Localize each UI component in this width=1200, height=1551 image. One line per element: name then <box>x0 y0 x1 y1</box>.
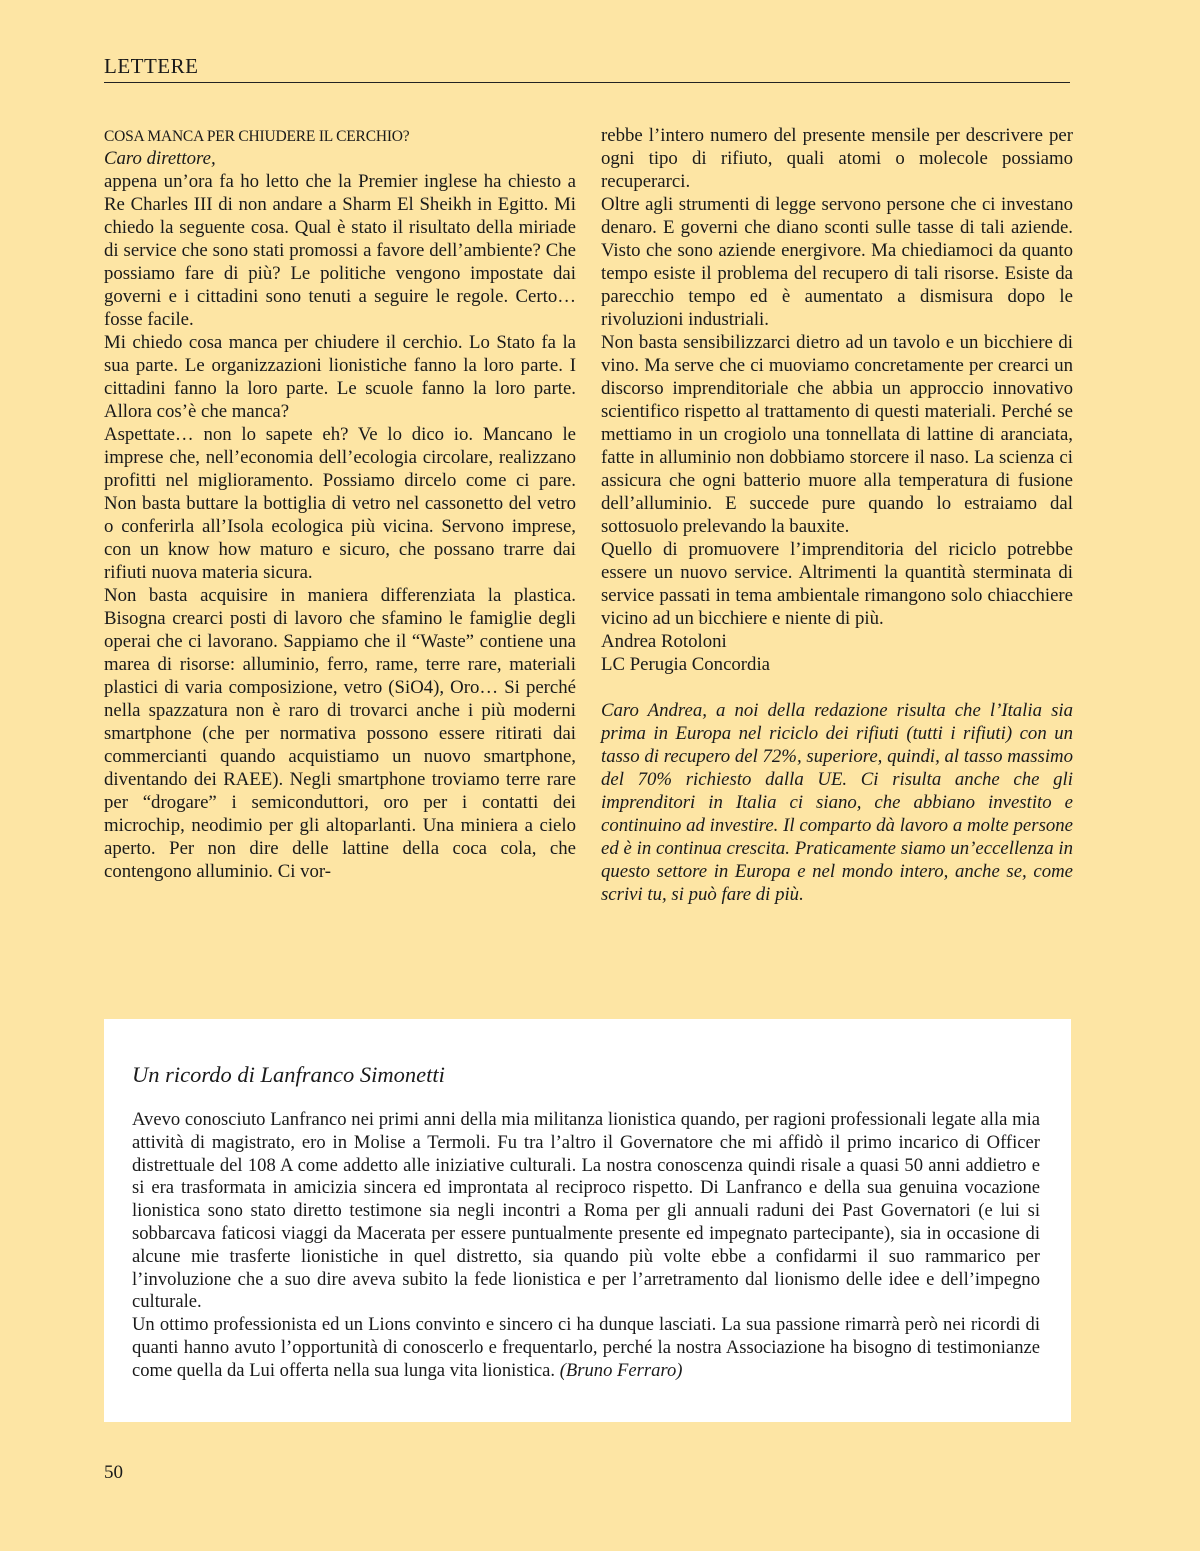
letter-column-left <box>104 124 576 883</box>
editor-reply: Caro Andrea, a noi della redazione risulta che l’Italia sia prima in Europa nel riciclo dei rifiuti (tutti i rifiuti) con un tasso di recupero del 72%, superiore, quindi, al tasso massimo del 70% richiesto dalla UE. Ci risulta anche che gli imprenditori in Italia ci siano, che abbiano investito e continuino ad investire. Il comparto dà lavoro a molte persone ed è in continua crescita. Praticamente siamo un’eccellenza in questo settore in Europa e nel mondo intero, anche se, come scrivi tu, si può fare di più. <box>601 700 1073 905</box>
memorial-paragraph-2-text: Un ottimo professionista ed un Lions convinto e sincero ci ha dunque lasciati. La sua passione rimarrà però nei ricordi di quanti hanno avuto l’opportunità di conoscerlo e frequentarlo, perché la nostra Associazione ha bisogno di testimonianze come quella da Lui offerta nella sua lunga vita lionistica. <box>132 1314 1040 1381</box>
letter-paragraph-4-start: Non basta acquisire in maniera differenziata la plastica. Bisogna crearci posti di lavoro che sfamino le famiglie degli operai che ci lavorano. Sappiamo che il “Waste” contiene una marea di risorse: alluminio, ferro, rame, terre rare, materiali plastici di varia composizione, vetro (SiO4), Oro… Si perché nella spazzatura non è raro di trovarci anche i più moderni smartphone (che per normativa possono essere ritirati dai commercianti quando acquistiamo un nuovo smartphone, diventando dei RAEE). Negli smartphone troviamo terre rare per “drogare” i semiconduttori, oro per i contatti dei microchip, neodimio per gli altoparlanti. Una miniera a cielo aperto. Per non dire delle lattine della coca cola, che contengono alluminio. Ci vor- <box>104 585 576 882</box>
memorial-title: Un ricordo di Lanfranco Simonetti <box>132 1062 445 1087</box>
letter-paragraph-1: appena un’ora fa ho letto che la Premier inglese ha chiesto a Re Charles III di non andare a Sharm El Sheikh in Egitto. Mi chiedo la seguente cosa. Qual è stato il risultato della miriade di service che sono stati promossi a favore dell’ambiente? Che possiamo fare di più? Le politiche vengono impostate dai governi e i cittadini sono tenuti a seguire le regole. Certo… fosse facile. <box>104 171 576 330</box>
letter-title: COSA MANCA PER CHIUDERE IL CERCHIO? <box>104 128 410 145</box>
memorial-byline: (Bruno Ferraro) <box>559 1359 683 1381</box>
memorial-body <box>132 1109 1040 1383</box>
letter-paragraph-2: Mi chiedo cosa manca per chiudere il cerchio. Lo Stato fa la sua parte. Le organizzazioni lionistiche fanno la loro parte. I cittadini fanno la loro parte. Le scuole fanno la loro parte. Allora cos’è che manca? <box>104 332 576 422</box>
letter-author: Andrea Rotoloni <box>601 631 727 652</box>
letter-paragraph-7: Quello di promuovere l’imprenditoria del riciclo potrebbe essere un nuovo service. Altrimenti la quantità sterminata di service passati in tema ambientale rimangono solo chiacchiere vicino ad un bicchiere e niente di più. <box>601 539 1073 629</box>
section-label: LETTERE <box>104 54 199 78</box>
page-number: 50 <box>104 1462 123 1483</box>
letter-salutation: Caro direttore, <box>104 148 216 169</box>
letter-paragraph-5: Oltre agli strumenti di legge servono persone che ci investano denaro. E governi che diano sconti sulle tasse di tali aziende. Visto che sono aziende energivore. Ma chiediamoci da quanto tempo esiste il problema del recupero di tali risorse. Esiste da parecchio tempo ed è aumentato a dismisura dopo le rivoluzioni industriali. <box>601 194 1073 330</box>
letter-paragraph-3: Aspettate… non lo sapete eh? Ve lo dico io. Mancano le imprese che, nell’economia dell’ecologia circolare, realizzano profitti nel miglioramento. Possiamo dircelo come ci pare. Non basta buttare la bottiglia di vetro nel cassonetto del vetro o conferirla all’Isola ecologica più vicina. Servono imprese, con un know how maturo e sicuro, che possano trarre dai rifiuti nuova materia sicura. <box>104 424 576 583</box>
memorial-box <box>104 1019 1071 1422</box>
letter-paragraph-4-end: rebbe l’intero numero del presente mensile per descrivere per ogni tipo di rifiuto, quali atomi o molecole possiamo recuperarci. <box>601 125 1073 192</box>
memorial-paragraph-2 <box>132 1314 1040 1382</box>
letter-club: LC Perugia Concordia <box>601 654 770 675</box>
letter-paragraph-6: Non basta sensibilizzarci dietro ad un tavolo e un bicchiere di vino. Ma serve che ci muoviamo concretamente per crearci un discorso imprenditoriale che abbia un approccio innovativo scientifico rispetto al trattamento di questi materiali. Perché se mettiamo in un crogiolo una tonnellata di lattine di aranciata, fatte in alluminio non dobbiamo storcere il naso. La scienza ci assicura che ogni batterio muore alla temperatura di fusione dell’alluminio. E succede pure quando lo estraiamo dal sottosuolo prelevando la bauxite. <box>601 332 1073 537</box>
letter-column-right <box>601 124 1073 906</box>
header-divider <box>104 82 1070 83</box>
memorial-paragraph-1: Avevo conosciuto Lanfranco nei primi anni della mia militanza lionistica quando, per ragioni professionali legate alla mia attività di magistrato, ero in Molise a Termoli. Fu tra l’altro il Governatore che mi affidò il primo incarico di Officer distrettuale del 108 A come addetto alle iniziative culturali. La nostra conoscenza quindi risale a quasi 50 anni addietro e si era trasformata in amicizia sincera ed improntata al reciproco rispetto. Di Lanfranco e della sua genuina vocazione lionistica sono stato diretto testimone sia negli incontri a Roma per gli annuali raduni dei Past Governatori (e lui si sobbarcava faticosi viaggi da Macerata per essere puntualmente presente ed impegnato partecipante), sia in occasione di alcune mie trasferte lionistiche in quel distretto, sia quando più volte ebbe a confidarmi il suo rammarico per l’involuzione che a suo dire aveva subito la fede lionistica e per l’arretramento dal lionismo delle idee e dell’impegno culturale. <box>132 1109 1040 1313</box>
